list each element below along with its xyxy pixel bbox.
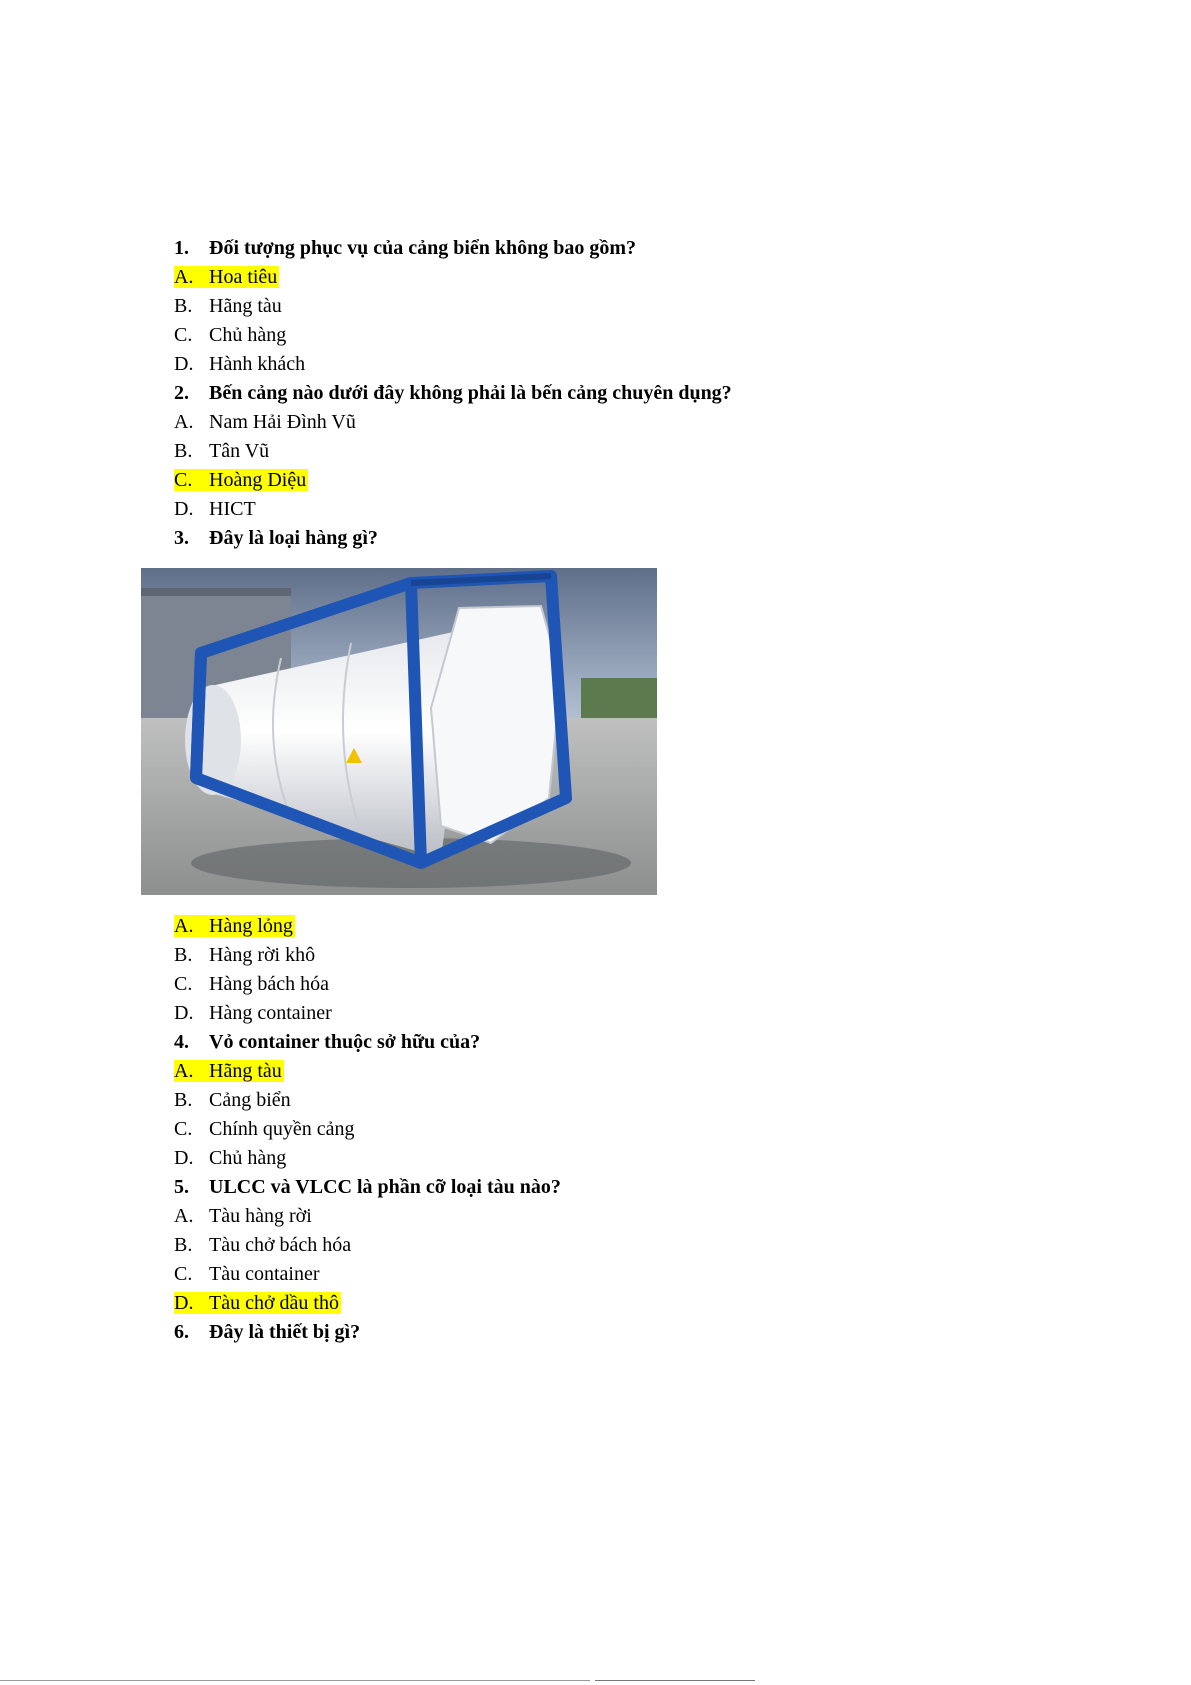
option-letter: A. (174, 1060, 194, 1082)
option-4b (174, 1087, 291, 1113)
option-letter: D. (174, 1292, 194, 1314)
option-1c (174, 322, 286, 348)
option-2a (174, 409, 356, 435)
question-6 (174, 1319, 360, 1345)
option-letter: C. (174, 324, 193, 346)
option-3b (174, 942, 315, 968)
option-text: Hàng container (209, 1002, 332, 1024)
option-letter: B. (174, 295, 193, 317)
option-2b (174, 438, 269, 464)
option-letter: A. (174, 266, 194, 288)
option-letter: B. (174, 1089, 193, 1111)
option-text: Hàng rời khô (209, 944, 316, 966)
option-text: Hãng tàu (209, 295, 282, 317)
option-text: Tàu container (209, 1263, 320, 1285)
option-5a (174, 1203, 312, 1229)
option-text: Tàu chở bách hóa (209, 1234, 352, 1256)
option-letter: C. (174, 1118, 193, 1140)
question-text: Vỏ container thuộc sở hữu của? (209, 1031, 481, 1053)
option-letter: B. (174, 440, 193, 462)
question-number: 2. (174, 382, 189, 404)
option-5d (174, 1290, 341, 1316)
option-text: Cảng biển (209, 1089, 291, 1111)
option-1b (174, 293, 282, 319)
option-text: Nam Hải Đình Vũ (209, 411, 356, 433)
option-text: HICT (209, 498, 256, 520)
tank-container-photo (141, 568, 657, 895)
question-number: 1. (174, 237, 189, 259)
option-text: Chính quyền cảng (209, 1118, 355, 1140)
question-number: 3. (174, 527, 189, 549)
option-text: Hàng bách hóa (209, 973, 329, 995)
question-text: ULCC và VLCC là phần cỡ loại tàu nào? (209, 1176, 561, 1198)
option-4c (174, 1116, 355, 1142)
option-letter: A. (174, 411, 194, 433)
option-4a (174, 1058, 284, 1084)
question-1 (174, 235, 636, 261)
question-number: 4. (174, 1031, 189, 1053)
option-text: Hãng tàu (209, 1060, 282, 1082)
option-letter: C. (174, 973, 193, 995)
footer-rule-right (595, 1680, 755, 1681)
option-letter: A. (174, 1205, 194, 1227)
question-text: Bến cảng nào dưới đây không phải là bến cảng chuyên dụng? (209, 382, 732, 404)
question-number: 5. (174, 1176, 189, 1198)
option-letter: B. (174, 1234, 193, 1256)
option-1d (174, 351, 305, 377)
question-text: Đây là loại hàng gì? (209, 527, 378, 549)
question-text: Đây là thiết bị gì? (209, 1321, 361, 1343)
option-1a (174, 264, 279, 290)
option-2c (174, 467, 308, 493)
option-letter: D. (174, 1147, 194, 1169)
option-text: Chủ hàng (209, 1147, 287, 1169)
option-3c (174, 971, 329, 997)
option-3a (174, 913, 295, 939)
footer-rule-left (0, 1680, 590, 1681)
option-letter: B. (174, 944, 193, 966)
option-letter: D. (174, 1002, 194, 1024)
option-4d (174, 1145, 286, 1171)
option-text: Tàu hàng rời (209, 1205, 312, 1227)
option-letter: D. (174, 353, 194, 375)
option-text: Tàu chở dầu thô (209, 1292, 339, 1314)
option-letter: C. (174, 469, 193, 491)
option-5c (174, 1261, 320, 1287)
option-5b (174, 1232, 351, 1258)
question-3 (174, 525, 378, 551)
question-text: Đối tượng phục vụ của cảng biển không bao gồm? (209, 237, 637, 259)
option-2d (174, 496, 256, 522)
option-letter: C. (174, 1263, 193, 1285)
question-4 (174, 1029, 480, 1055)
option-text: Hoàng Diệu (209, 469, 307, 491)
option-text: Tân Vũ (209, 440, 270, 462)
option-text: Chủ hàng (209, 324, 287, 346)
question-2 (174, 380, 732, 406)
option-letter: A. (174, 915, 194, 937)
option-letter: D. (174, 498, 194, 520)
question-5 (174, 1174, 561, 1200)
question-number: 6. (174, 1321, 189, 1343)
option-text: Hàng lỏng (209, 915, 293, 937)
option-3d (174, 1000, 332, 1026)
option-text: Hành khách (209, 353, 306, 375)
option-text: Hoa tiêu (209, 266, 278, 288)
